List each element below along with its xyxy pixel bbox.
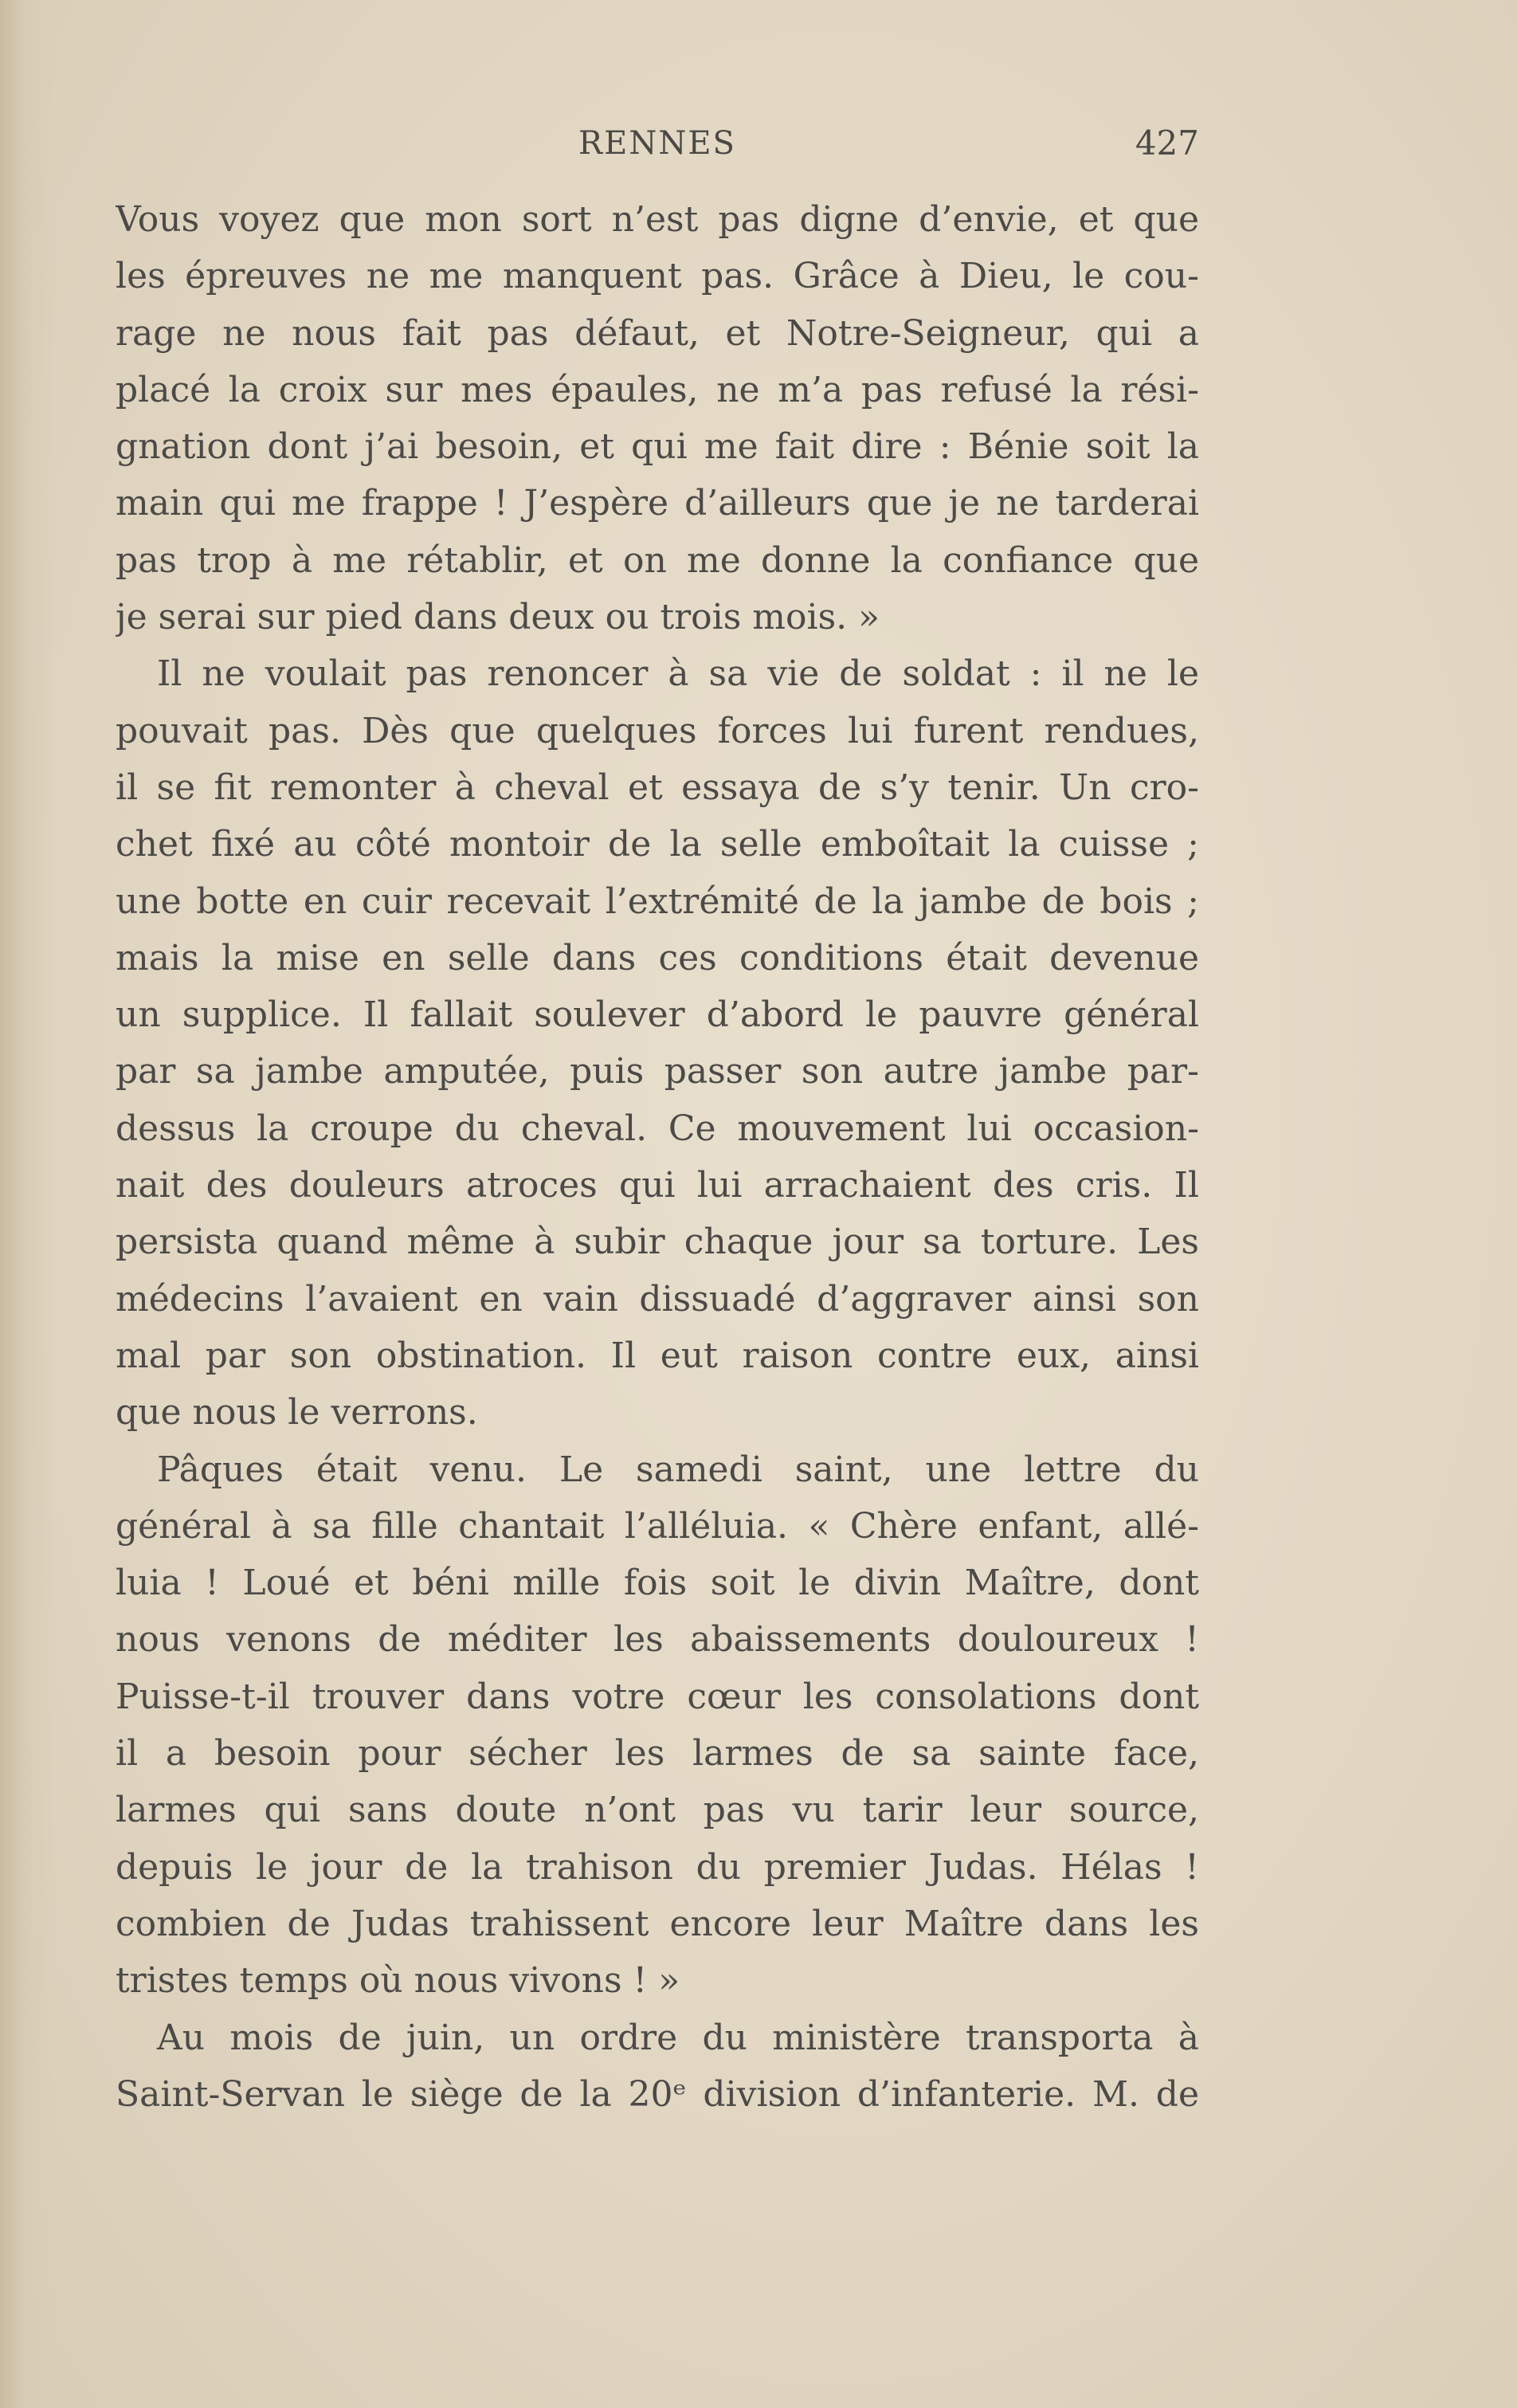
text-line: combien de Judas trahissent encore leur Maître dans les (116, 1903, 1199, 1944)
text-line: Au mois de juin, un ordre du ministère transporta à (157, 2017, 1199, 2058)
text-line: persista quand même à subir chaque jour sa torture. Les (116, 1222, 1199, 1263)
text-line: placé la croix sur mes épaules, ne m’a pas refusé la rési- (116, 369, 1199, 410)
text-line: gnation dont j’ai besoin, et qui me fait dire : Bénie soit la (116, 426, 1199, 468)
running-title: RENNES (578, 125, 736, 162)
body-text (116, 191, 1199, 2123)
paragraph-4 (116, 2010, 1199, 2124)
text-line: Il ne voulait pas renoncer à sa vie de soldat : il ne le (157, 653, 1199, 695)
text-line: rage ne nous fait pas défaut, et Notre-Seigneur, qui a (116, 312, 1199, 354)
text-line: dessus la croupe du cheval. Ce mouvement lui occasion- (116, 1108, 1199, 1149)
text-line: tristes temps où nous vivons ! » (116, 1960, 680, 2002)
text-line: Saint-Servan le siège de la 20ᵉ division d’infanterie. M. de (116, 2073, 1199, 2115)
text-line: général à sa fille chantait l’alléluia. « Chère enfant, allé- (116, 1505, 1199, 1547)
text-line: il a besoin pour sécher les larmes de sa sainte face, (116, 1733, 1199, 1775)
paragraph-2 (116, 645, 1199, 1441)
paragraph-1 (116, 191, 1199, 645)
text-line: je serai sur pied dans deux ou trois mois. » (116, 597, 880, 638)
text-line: Puisse-t-il trouver dans votre cœur les consolations dont (116, 1676, 1199, 1717)
spine-shadow (0, 0, 56, 2408)
text-line: les épreuves ne me manquent pas. Grâce à Dieu, le cou- (116, 256, 1199, 297)
text-line: une botte en cuir recevait l’extrémité de la jambe de bois ; (116, 880, 1199, 922)
page-number: 427 (1135, 124, 1199, 163)
text-line: nous venons de méditer les abaissements douloureux ! (116, 1619, 1199, 1661)
text-line: luia ! Loué et béni mille fois soit le divin Maître, dont (116, 1563, 1199, 1604)
text-line: nait des douleurs atroces qui lui arrachaient des cris. Il (116, 1165, 1199, 1206)
text-line: il se fit remonter à cheval et essaya de s’y tenir. Un cro- (116, 767, 1199, 808)
paragraph-3 (116, 1441, 1199, 2010)
running-head (116, 120, 1199, 167)
text-line: médecins l’avaient en vain dissuadé d’aggraver ainsi son (116, 1278, 1199, 1320)
text-line: mais la mise en selle dans ces conditions était devenue (116, 937, 1199, 978)
text-line: par sa jambe amputée, puis passer son autre jambe par- (116, 1051, 1199, 1092)
text-line: mal par son obstination. Il eut raison contre eux, ainsi (116, 1335, 1199, 1376)
text-line: pouvait pas. Dès que quelques forces lui furent rendues, (116, 710, 1199, 751)
text-line: un supplice. Il fallait soulever d’abord le pauvre général (116, 994, 1199, 1036)
text-line: chet fixé au côté montoir de la selle emboîtait la cuisse ; (116, 824, 1199, 865)
text-line: pas trop à me rétablir, et on me donne la confiance que (116, 539, 1199, 581)
text-line: Pâques était venu. Le samedi saint, une lettre du (157, 1449, 1199, 1490)
text-line: Vous voyez que mon sort n’est pas digne d’envie, et que (116, 199, 1199, 240)
text-line: larmes qui sans doute n’ont pas vu tarir leur source, (116, 1790, 1199, 1831)
text-line: que nous le verrons. (116, 1392, 478, 1433)
text-line: main qui me frappe ! J’espère d’ailleurs que je ne tarderai (116, 483, 1199, 524)
text-line: depuis le jour de la trahison du premier Judas. Hélas ! (116, 1846, 1199, 1888)
